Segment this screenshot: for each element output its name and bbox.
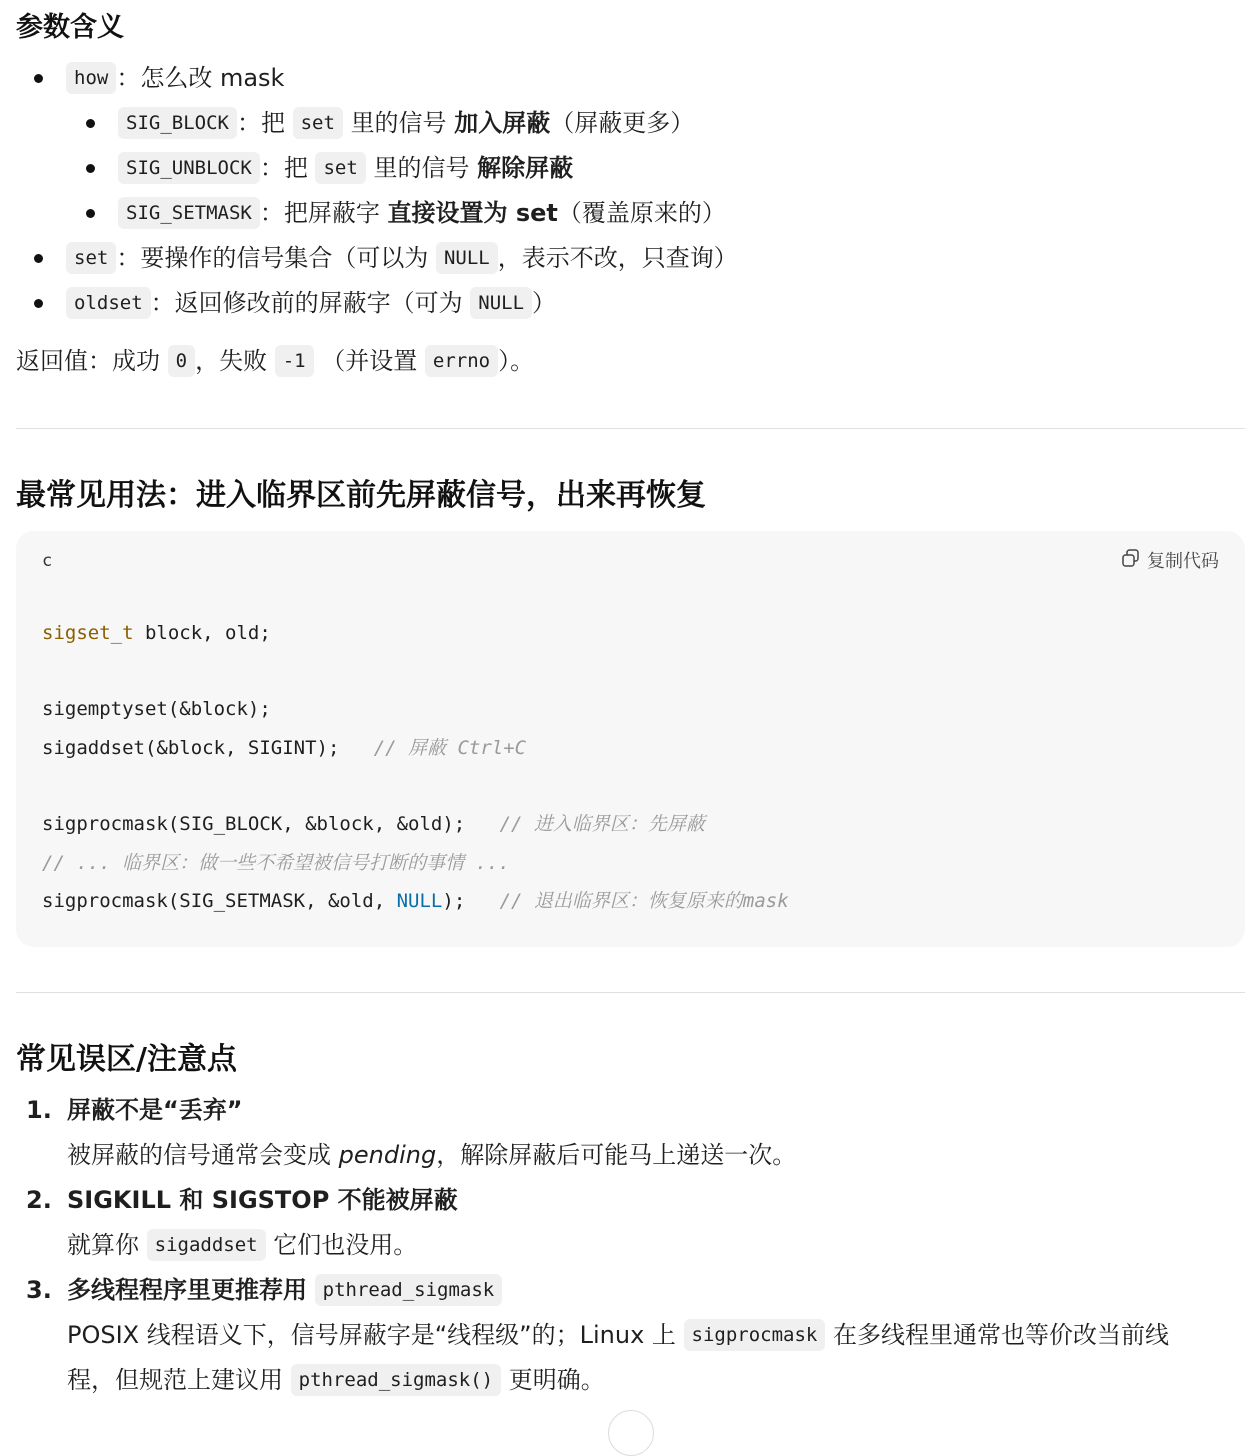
- inline-code: 0: [168, 345, 195, 377]
- section-heading-usage: 最常见用法：进入临界区前先屏蔽信号，出来再恢复: [16, 478, 706, 513]
- code-line: // ... 临界区：做一些不希望被信号打断的事情 ...: [42, 852, 510, 874]
- return-value-line: 返回值：成功 0 ，失败 -1 （并设置 errno ）。: [16, 347, 535, 375]
- inline-code: errno: [425, 345, 498, 377]
- list-item-text: POSIX 线程语义下，信号屏蔽字是“线程级”的；Linux 上 sigprocmask 在多线程里通常也等价改当前线: [67, 1321, 1170, 1349]
- list-item-text: 被屏蔽的信号通常会变成 pending，解除屏蔽后可能马上递送一次。: [67, 1141, 797, 1169]
- inline-code: SIG_SETMASK: [118, 197, 260, 229]
- code-line: sigprocmask(SIG_SETMASK, &old, NULL); // 退出临界区：恢复原来的mask: [42, 890, 789, 912]
- list-number: 3.: [26, 1276, 52, 1304]
- list-item-how: how ：怎么改 mask: [66, 61, 284, 95]
- bullet: [86, 164, 95, 173]
- inline-code: SIG_UNBLOCK: [118, 152, 260, 184]
- list-item-set: set ：要操作的信号集合（可以为 NULL ，表示不改，只查询）: [66, 241, 738, 275]
- list-item-text: 程，但规范上建议用 pthread_sigmask() 更明确。: [67, 1366, 605, 1394]
- bullet: [86, 119, 95, 128]
- inline-code: set: [293, 107, 343, 139]
- list-item-title: 多线程程序里更推荐用 pthread_sigmask: [67, 1273, 502, 1307]
- section-heading-pitfalls: 常见误区/注意点: [16, 1042, 237, 1077]
- inline-code: sigaddset: [147, 1229, 266, 1261]
- divider: [16, 992, 1245, 993]
- bullet: [34, 299, 43, 308]
- inline-code: how: [66, 62, 116, 94]
- code-block: [16, 531, 1245, 947]
- list-item-text: 就算你 sigaddset 它们也没用。: [67, 1231, 418, 1259]
- list-number: 1.: [26, 1096, 52, 1124]
- scroll-down-button[interactable]: [608, 1410, 654, 1456]
- copy-icon: [1121, 548, 1141, 573]
- list-item-title: 屏蔽不是“丢弃”: [67, 1096, 243, 1124]
- bullet: [34, 74, 43, 83]
- divider: [16, 428, 1245, 429]
- copy-code-button[interactable]: 复制代码: [1121, 547, 1219, 573]
- list-item-oldset: oldset ：返回修改前的屏蔽字（可为 NULL ）: [66, 286, 556, 320]
- section-heading-params: 参数含义: [16, 12, 124, 43]
- inline-code: set: [315, 152, 365, 184]
- code-line: sigprocmask(SIG_BLOCK, &block, &old); // 进入临界区：先屏蔽: [42, 813, 705, 835]
- bullet: [34, 254, 43, 263]
- list-item-sig-setmask: SIG_SETMASK ：把屏蔽字 直接设置为 set（覆盖原来的）: [118, 196, 726, 230]
- code-line: sigset_t block, old;: [42, 622, 271, 644]
- list-number: 2.: [26, 1186, 52, 1214]
- inline-code: -1: [275, 345, 314, 377]
- code-line: sigemptyset(&block);: [42, 698, 271, 720]
- list-item-title: SIGKILL 和 SIGSTOP 不能被屏蔽: [67, 1186, 458, 1214]
- inline-code: set: [66, 242, 116, 274]
- inline-code: pthread_sigmask: [315, 1274, 503, 1306]
- inline-code: sigprocmask: [684, 1319, 826, 1351]
- inline-code: pthread_sigmask(): [291, 1364, 501, 1396]
- inline-code: NULL: [470, 287, 532, 319]
- inline-code: SIG_BLOCK: [118, 107, 237, 139]
- bullet: [86, 209, 95, 218]
- code-language-label: c: [42, 551, 53, 571]
- list-item-sig-block: SIG_BLOCK ：把 set 里的信号 加入屏蔽（屏蔽更多）: [118, 106, 694, 140]
- inline-code: NULL: [436, 242, 498, 274]
- list-item-sig-unblock: SIG_UNBLOCK ：把 set 里的信号 解除屏蔽: [118, 151, 573, 185]
- code-line: sigaddset(&block, SIGINT); // 屏蔽 Ctrl+C: [42, 737, 527, 759]
- inline-code: oldset: [66, 287, 151, 319]
